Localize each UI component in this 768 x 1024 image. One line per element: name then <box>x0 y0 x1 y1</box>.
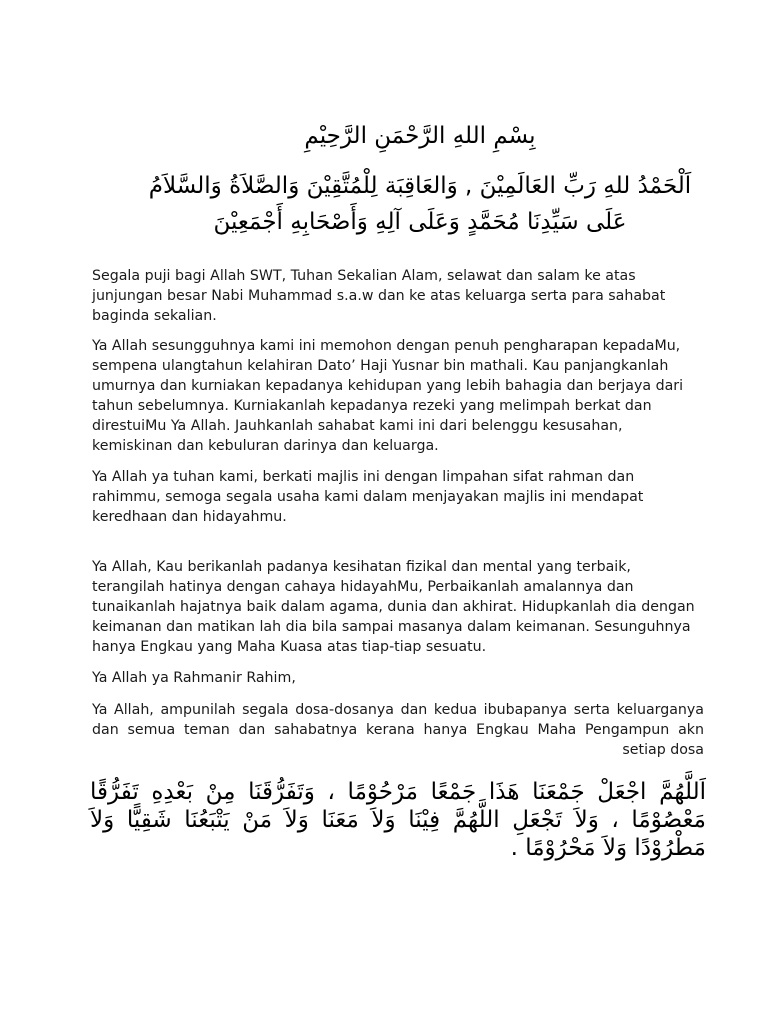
paragraph-forgiveness: Ya Allah, ampunilah segala dosa-dosanya dan kedua ibubapanya serta keluarganya dan semua teman dan sahabatnya kerana hanya Engkau Maha Pengampun akn setiap dosa <box>92 702 704 758</box>
arabic-closing-dua: اَللَّهُمَّ اجْعَلْ جَمْعَنَا هَذَا جَمْعًا مَرْحُوْمًا ، وَتَفَرُّقَنَا مِنْ بَعْدِهِ تَفَرُّقًا مَعْصُوْمًا ، وَلاَ تَجْعَلِ اللَّهُمَّ فِيْنَا وَلاَ مَعَنَا وَلاَ مَنْ يَتْبَعُنَا شَقِيًّا وَلاَ مَطْرُوْدًا وَلاَ مَحْرُوْمًا . <box>90 779 706 861</box>
paragraph-health-prayer: Ya Allah, Kau berikanlah padanya kesihatan fizikal dan mental yang terbaik, terangilah hatinya dengan cahaya hidayahMu, Perbaikanlah amalannya dan tunaikanlah hajatnya baik dalam agama, dunia dan akhirat. Hidupkanlah dia dengan keimanan dan matikan lah dia bila sampai masanya dalam keimanan. Sesunguhnya hanya Engkau yang Maha Kuasa atas tiap-tiap sesuatu. <box>92 559 695 655</box>
paragraph-gathering-blessing: Ya Allah ya tuhan kami, berkati majlis ini dengan limpahan sifat rahman dan rahimmu, semoga segala usaha kami dalam menjayakan majlis ini mendapat keredhaan dan hidayahmu. <box>92 469 644 525</box>
paragraph-praise: Segala puji bagi Allah SWT, Tuhan Sekalian Alam, selawat dan salam ke atas junjungan besar Nabi Muhammad s.a.w dan ke atas keluarga serta para sahabat baginda sekalian. <box>92 268 666 324</box>
paragraph-birthday-prayer: Ya Allah sesungguhnya kami ini memohon dengan penuh pengharapan kepadaMu, sempena ulangtahun kelahiran Dato’ Haji Yusnar bin mathali. Kau panjangkanlah umurnya dan kurniakan kepadanya kehidupan yang lebih bahagia dan berjaya dari tahun sebelumnya. Kurniakanlah kepadanya rezeki yang melimpah berkat dan direstuiMu Ya Allah. Jauhkanlah sahabat kami ini dari belenggu kesusahan, kemiskinan dan kebuluran darinya dan keluarga. <box>92 338 684 454</box>
opening-dua: اَلْحَمْدُ للهِ رَبِّ العَالَمِيْنَ , وَالعَاقِبَة لِلْمُتَّقِيْنَ وَالصَّلاَةُ وَالسَّلاَمُ عَلَى سَيِّدِنَا مُحَمَّدٍ وَعَلَى آلِهِ وَأَصْحَابِهِ أَجْمَعِيْنَ <box>148 173 692 235</box>
paragraph-invocation: Ya Allah ya Rahmanir Rahim, <box>92 670 296 686</box>
arabic-opening <box>130 118 710 240</box>
bismillah-line: بِسْمِ اللهِ الرَّحْمَنِ الرَّحِيْمِ <box>304 123 536 149</box>
